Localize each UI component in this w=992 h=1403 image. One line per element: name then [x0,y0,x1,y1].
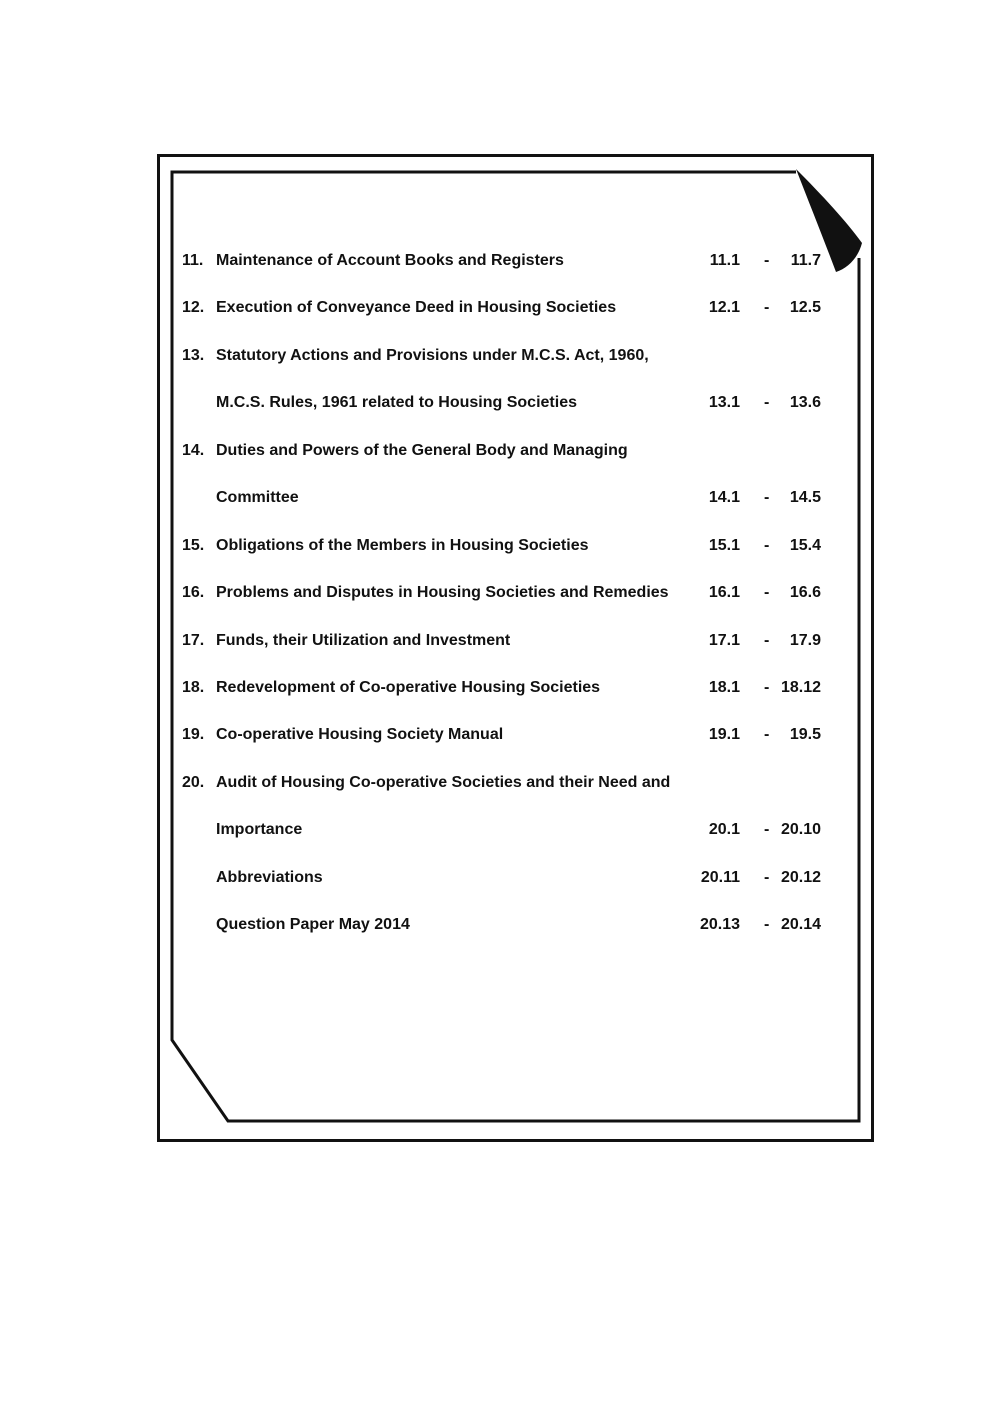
page-range-dash: - [764,537,770,554]
page-range-dash: - [764,394,770,411]
page-range-end: 15.4 [789,537,821,554]
page-range-end: 18.12 [780,679,821,696]
entry-title: Question Paper May 2014 [216,916,410,933]
entry-title: Abbreviations [216,869,323,886]
page-range-dash: - [764,584,770,601]
page-range-end: 19.5 [789,726,821,743]
page-range-start: 20.11 [700,869,740,886]
toc-entry [0,866,992,890]
entry-number: 13. [182,347,205,364]
entry-number: 18. [182,679,205,696]
entry-number: 12. [182,299,205,316]
entry-title: Execution of Conveyance Deed in Housing Societies [216,299,617,316]
page-range-start: 17.1 [708,632,740,649]
page-range-dash: - [764,489,770,506]
page-range-end: 17.9 [789,632,821,649]
entry-number: 15. [182,537,205,554]
page-range-start: 15.1 [708,537,740,554]
entry-title: Committee [216,489,299,506]
entry-title: Redevelopment of Co-operative Housing Societies [216,679,601,696]
entry-title: Obligations of the Members in Housing Societies [216,537,589,554]
entry-number: 19. [182,726,205,743]
page-range-end: 20.14 [780,916,821,933]
toc-entry [0,771,992,795]
page-range-dash: - [764,726,770,743]
page-range-dash: - [764,299,770,316]
page-range-start: 20.1 [708,821,740,838]
entry-title: Duties and Powers of the General Body and Managing [216,442,628,459]
page-range-end: 14.5 [789,489,821,506]
page-range-start: 14.1 [708,489,740,506]
toc-entry [0,391,992,415]
toc-entry [0,534,992,558]
toc-entry [0,296,992,320]
toc-entry [0,581,992,605]
page-range-start: 18.1 [708,679,740,696]
toc-entry [0,439,992,463]
page-range-dash: - [764,679,770,696]
page-range-start: 19.1 [708,726,740,743]
page-range-dash: - [764,821,770,838]
page-range-dash: - [764,632,770,649]
page-range-start: 16.1 [708,584,740,601]
entry-title: Maintenance of Account Books and Registers [216,252,564,269]
page-range-end: 16.6 [789,584,821,601]
toc-entry [0,629,992,653]
entry-title: Problems and Disputes in Housing Societies and Remedies [216,584,669,601]
page-range-end: 12.5 [789,299,821,316]
entry-number: 11. [182,252,204,269]
toc-entry [0,676,992,700]
toc-entry [0,486,992,510]
entry-title: Funds, their Utilization and Investment [216,632,511,649]
page-range-dash: - [764,916,770,933]
page-range-end: 11.7 [790,252,821,269]
entry-title: Audit of Housing Co-operative Societies and their Need and [216,774,671,791]
entry-title: Importance [216,821,303,838]
page-range-end: 13.6 [789,394,821,411]
entry-number: 17. [182,632,205,649]
toc-entry [0,249,992,273]
toc-entry [0,818,992,842]
page-range-end: 20.10 [780,821,821,838]
toc-entry [0,913,992,937]
page-range-dash: - [764,869,770,886]
entry-number: 20. [182,774,205,791]
page-range-start: 12.1 [708,299,740,316]
page-range-start: 13.1 [708,394,740,411]
entry-title: Co-operative Housing Society Manual [216,726,504,743]
page-range-dash: - [764,252,770,269]
toc-entry [0,344,992,368]
page-range-start: 11.1 [709,252,740,269]
entry-number: 14. [182,442,205,459]
entry-title: Statutory Actions and Provisions under M.C.S. Act, 1960, [216,347,649,364]
entry-number: 16. [182,584,205,601]
page-range-end: 20.12 [780,869,821,886]
entry-title: M.C.S. Rules, 1961 related to Housing Societies [216,394,577,411]
toc-entry [0,723,992,747]
page-range-start: 20.13 [699,916,740,933]
